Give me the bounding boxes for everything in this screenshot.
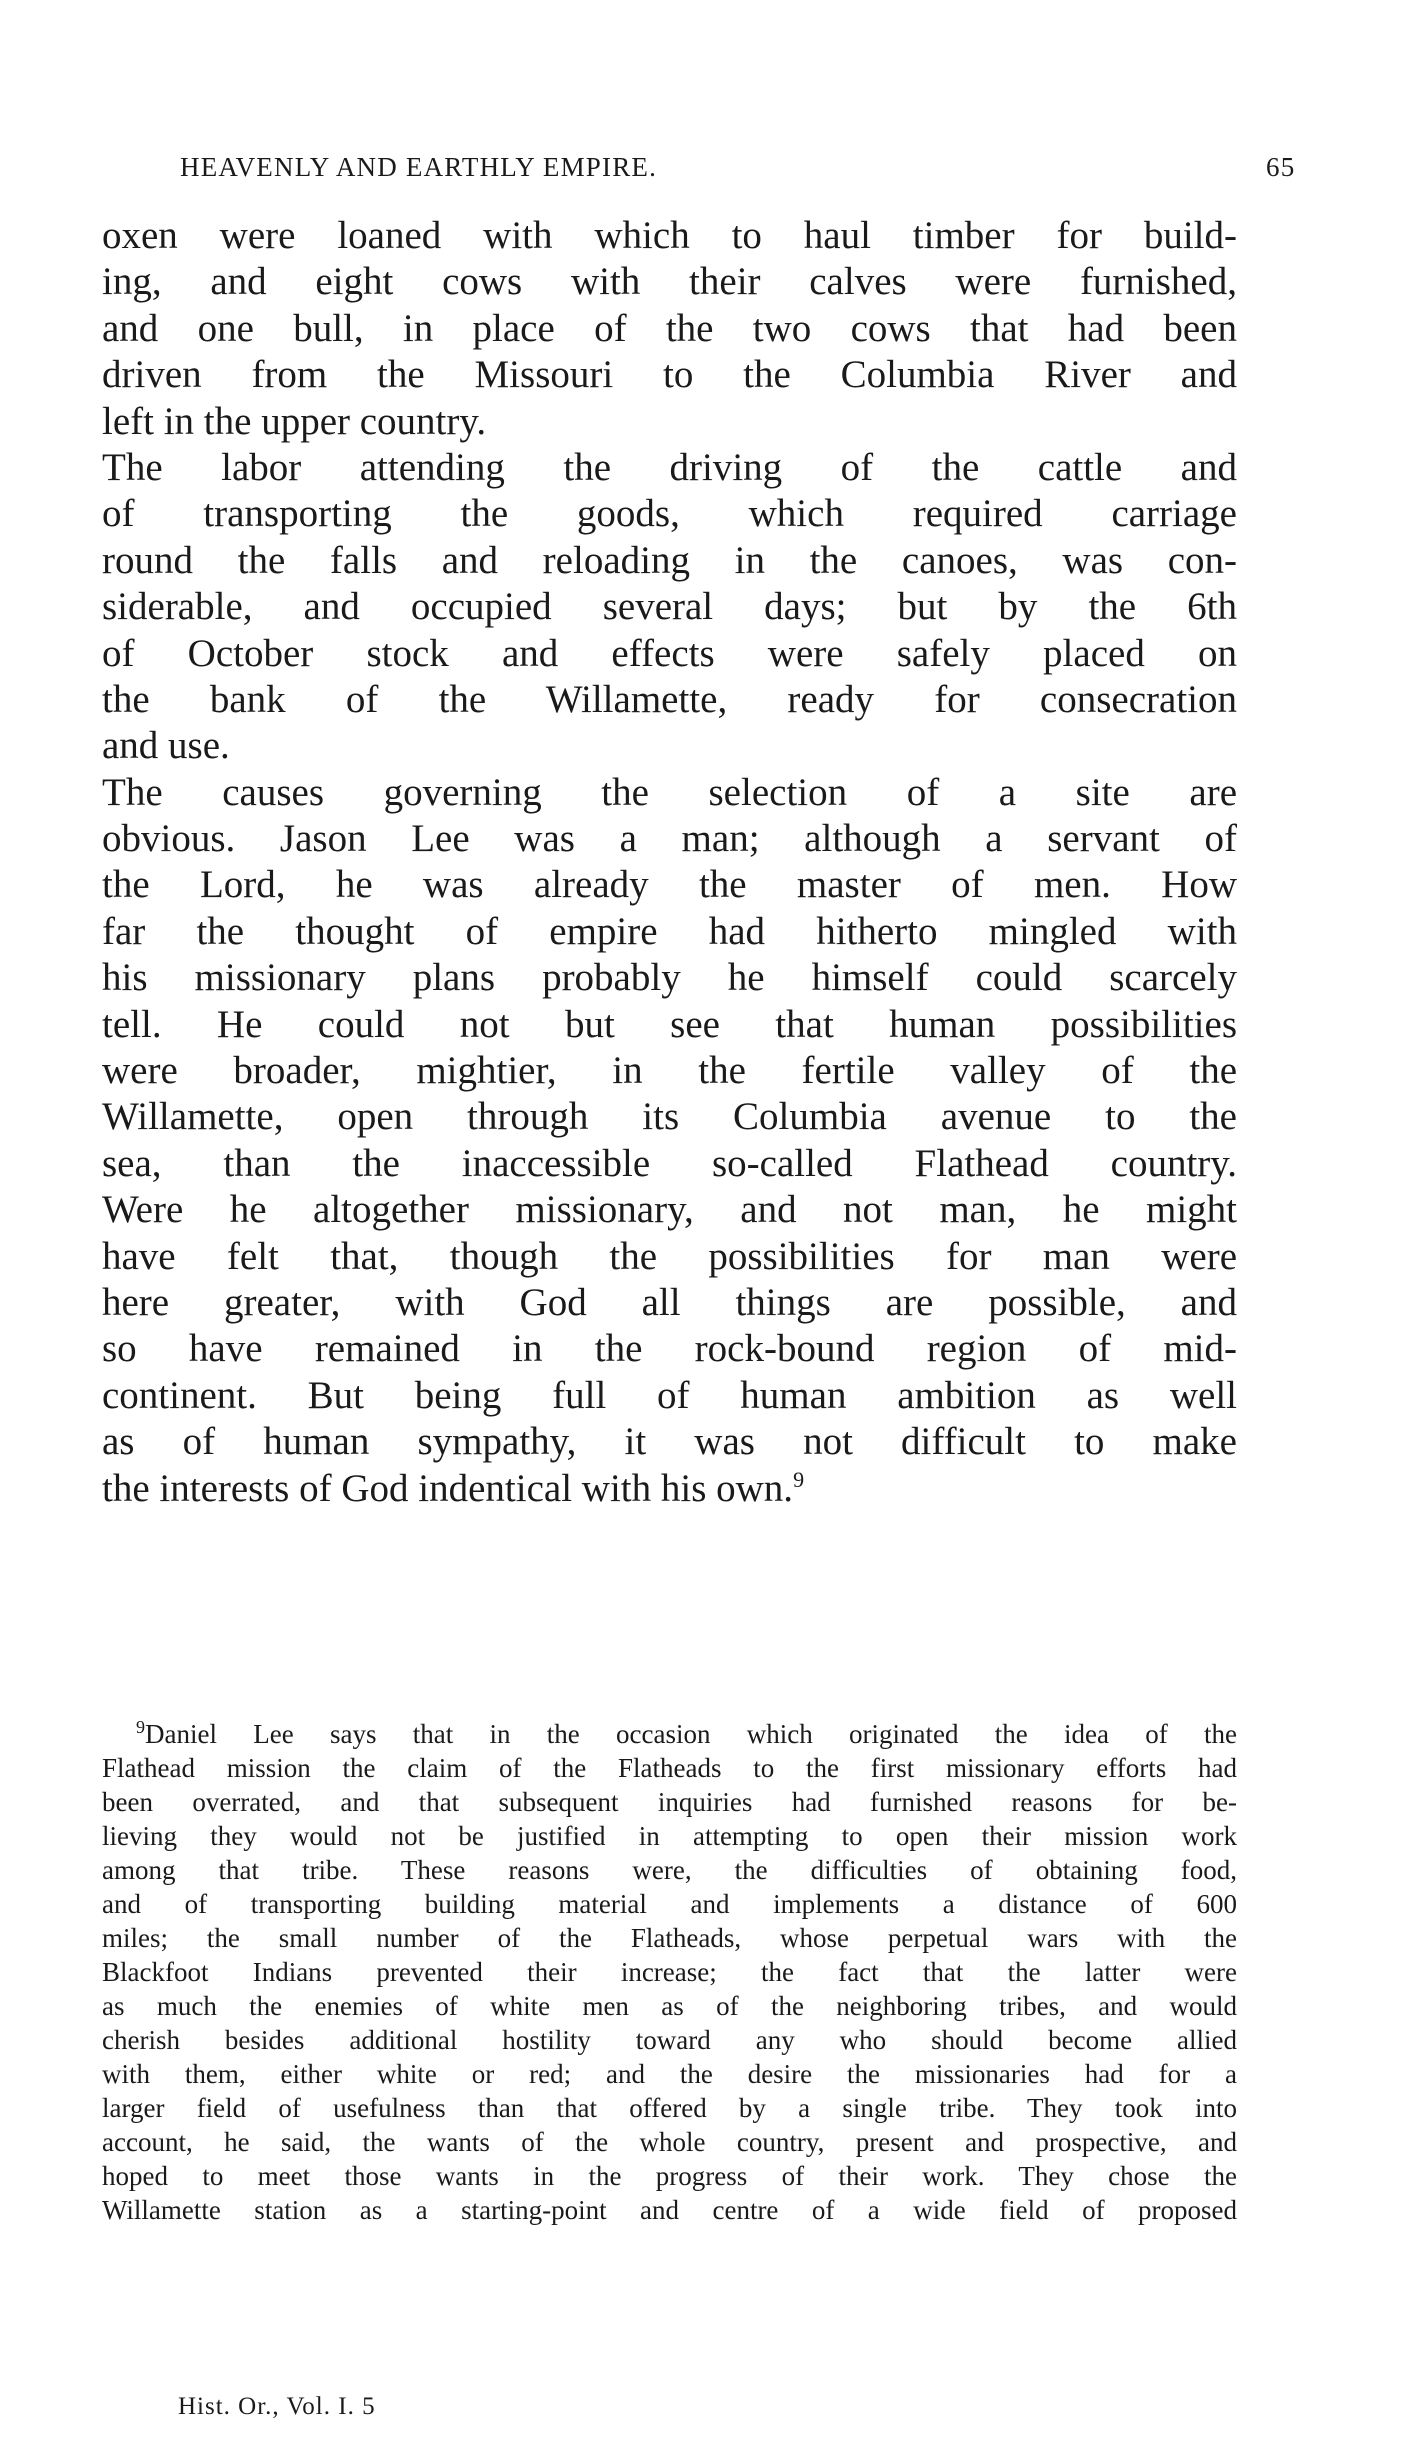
body-line-text: the interests of God indentical with his own. [102,1466,794,1510]
body-line: continent. But being full of human ambition as well [102,1373,1237,1417]
body-line: driven from the Missouri to the Columbia River and [102,353,1237,397]
body-line-last [102,1466,1237,1512]
body-line: The labor attending the driving of the cattle and [102,445,1237,489]
footnote-line: and of transporting building material and implements a distance of 600 [102,1889,1237,1919]
body-line: round the falls and reloading in the canoes, was con- [102,538,1237,582]
body-line: oxen were loaned with which to haul timber for build- [102,214,1237,257]
body-line: Were he altogether missionary, and not man, he might [102,1188,1237,1232]
footnote-line-text: Daniel Lee says that in the occasion which originated the idea of the [145,1719,1237,1749]
body-line: tell. He could not but see that human possibilities [102,1002,1237,1046]
running-head [0,152,1414,192]
body-line: his missionary plans probably he himself could scarcely [102,956,1237,1000]
footnote-line: cherish besides additional hostility toward any who should become allied [102,2025,1237,2055]
running-title: HEAVENLY AND EARTHLY EMPIRE. [180,152,658,182]
body-line: so have remained in the rock-bound region of mid- [102,1327,1237,1371]
body-line: far the thought of empire had hitherto mingled with [102,909,1237,953]
body-text [102,213,1237,1512]
body-line: were broader, mightier, in the fertile valley of the [102,1049,1237,1093]
body-line: as of human sympathy, it was not difficult to make [102,1420,1237,1464]
body-line: The causes governing the selection of a site are [102,770,1237,814]
footnote-line: miles; the small number of the Flatheads, whose perpetual wars with the [102,1923,1237,1953]
body-line: and use. [102,724,230,768]
body-line: ing, and eight cows with their calves were furnished, [102,260,1237,304]
footnote-line: Blackfoot Indians prevented their increase; the fact that the latter were [102,1957,1237,1987]
body-line: the Lord, he was already the master of men. How [102,863,1237,907]
body-line: left in the upper country. [102,399,487,443]
footnote-line: been overrated, and that subsequent inquiries had furnished reasons for be- [102,1787,1237,1817]
footnote-line: lieving they would not be justified in attempting to open their mission work [102,1821,1237,1851]
footnote-line: account, he said, the wants of the whole country, present and prospective, and [102,2127,1237,2157]
footnote-line: larger field of usefulness than that offered by a single tribe. They took into [102,2093,1237,2123]
signature-line: Hist. Or., Vol. I. 5 [178,2393,376,2420]
footnote-line: as much the enemies of white men as of the neighboring tribes, and would [102,1991,1237,2021]
footnote-line-first [102,1717,1237,1751]
footnote-reference-marker: 9 [793,1466,805,1492]
body-line: have felt that, though the possibilities for man were [102,1234,1237,1278]
body-line: here greater, with God all things are possible, and [102,1280,1237,1324]
body-line: and one bull, in place of the two cows that had been [102,306,1237,350]
footnote-line: among that tribe. These reasons were, the difficulties of obtaining food, [102,1855,1237,1885]
footnote-line: with them, either white or red; and the desire the missionaries had for a [102,2059,1237,2089]
footnote [102,1717,1237,2227]
footnote-line: Willamette station as a starting-point and centre of a wide field of proposed [102,2195,1237,2225]
body-line: of October stock and effects were safely placed on [102,631,1237,675]
page-number: 65 [1266,152,1296,182]
body-line: sea, than the inaccessible so-called Flathead country. [102,1141,1237,1185]
body-line: the bank of the Willamette, ready for consecration [102,677,1237,721]
body-line: of transporting the goods, which required carriage [102,492,1237,536]
footnote-number: 9 [136,1717,145,1737]
body-line: obvious. Jason Lee was a man; although a servant of [102,817,1237,861]
body-line: siderable, and occupied several days; but by the 6th [102,585,1237,629]
body-line: Willamette, open through its Columbia avenue to the [102,1095,1237,1139]
footnote-line: hoped to meet those wants in the progress of their work. They chose the [102,2161,1237,2191]
footnote-line: Flathead mission the claim of the Flatheads to the first missionary efforts had [102,1753,1237,1783]
